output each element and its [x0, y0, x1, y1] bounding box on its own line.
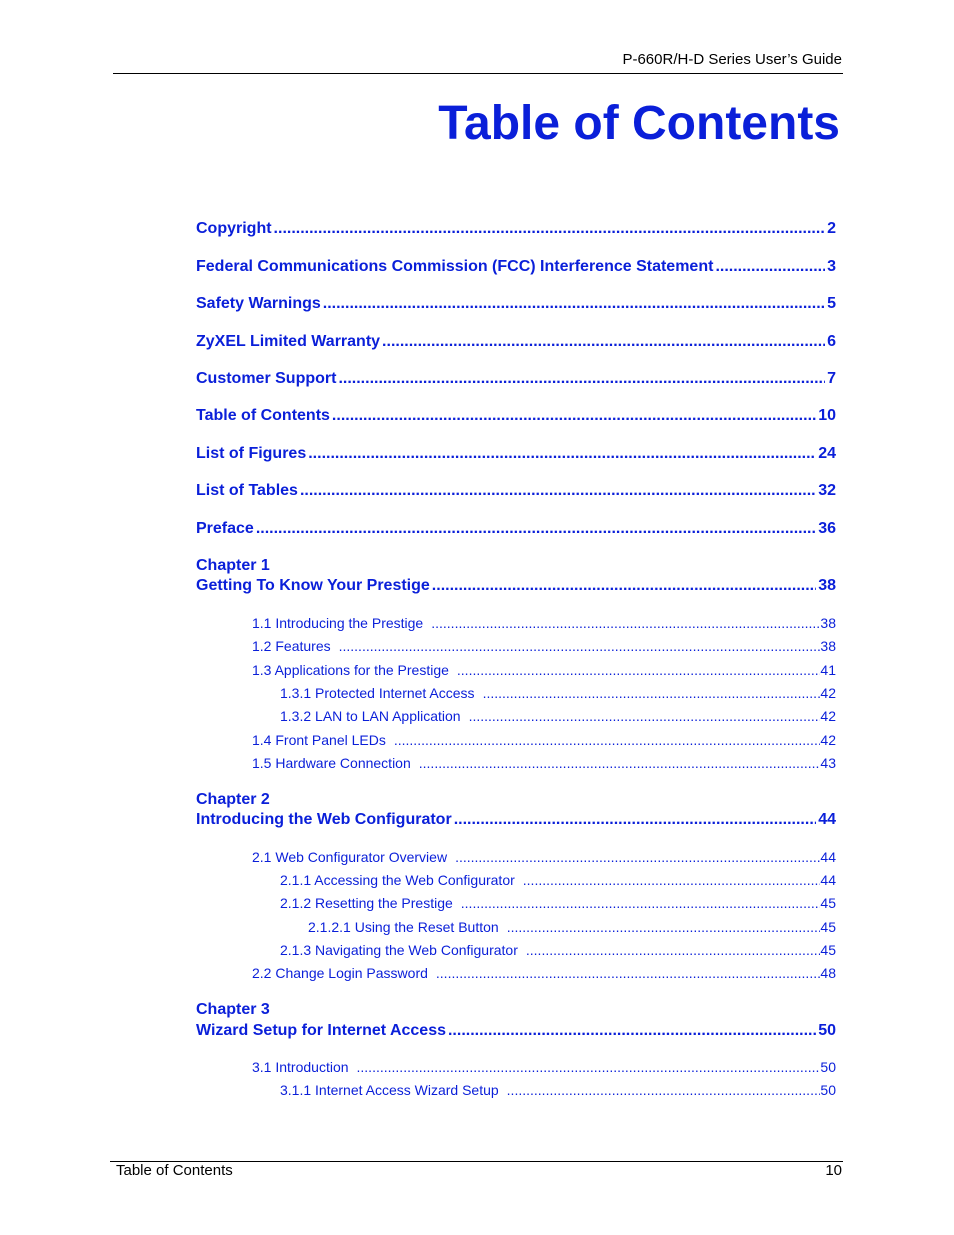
toc-entry-label: Preface — [196, 520, 254, 537]
toc-entry-page: 2 — [827, 220, 836, 237]
toc-leader-dots — [308, 444, 816, 464]
toc-leader-dots — [455, 848, 820, 866]
toc-entry-customer-support[interactable] — [196, 369, 836, 389]
toc-entry-label: List of Figures — [196, 445, 307, 462]
toc-entry-page: 10 — [818, 407, 836, 424]
toc-entry-page: 36 — [818, 520, 836, 537]
toc-leader-dots — [357, 1058, 821, 1076]
toc-entry-page: 50 — [820, 1059, 836, 1075]
toc-leader-dots — [454, 810, 817, 830]
chapter-1-label[interactable]: Chapter 1 — [196, 557, 270, 574]
toc-leader-dots — [432, 576, 816, 596]
toc-entry-page: 44 — [820, 872, 836, 888]
toc-entry-table-of-contents[interactable] — [196, 406, 836, 426]
toc-entry-label: 2.2 Change Login Password — [252, 965, 428, 981]
toc-entry-chapter-2[interactable] — [196, 810, 836, 830]
toc-entry-page: 7 — [827, 370, 836, 387]
toc-entry-label: 1.3 Applications for the Prestige — [252, 662, 449, 678]
toc-entry-label: 2.1.3 Navigating the Web Configurator — [280, 942, 518, 958]
toc-leader-dots — [382, 332, 825, 352]
toc-entry-2-2[interactable] — [252, 964, 836, 982]
toc-entry-label: Copyright — [196, 220, 272, 237]
toc-leader-dots — [274, 219, 826, 239]
toc-entry-label: 3.1.1 Internet Access Wizard Setup — [280, 1082, 499, 1098]
page-title: Table of Contents — [438, 97, 840, 150]
toc-leader-dots — [526, 941, 821, 959]
toc-entry-page: 24 — [818, 445, 836, 462]
toc-leader-dots — [448, 1021, 816, 1041]
toc-entry-page: 5 — [827, 295, 836, 312]
toc-entry-label: List of Tables — [196, 482, 298, 499]
toc-entry-label: 2.1.2.1 Using the Reset Button — [308, 919, 499, 935]
toc-entry-page: 3 — [827, 258, 836, 275]
footer-section-name: Table of Contents — [116, 1162, 233, 1179]
toc-entry-2-1-2-1[interactable] — [308, 918, 836, 936]
toc-entry-label: 2.1.1 Accessing the Web Configurator — [280, 872, 515, 888]
toc-leader-dots — [507, 918, 821, 936]
toc-entry-label: Wizard Setup for Internet Access — [196, 1022, 446, 1039]
toc-entry-2-1-2[interactable] — [280, 894, 836, 912]
toc-leader-dots — [507, 1081, 821, 1099]
toc-leader-dots — [431, 614, 820, 632]
footer-page-number: 10 — [825, 1162, 842, 1179]
toc-entry-label: Safety Warnings — [196, 295, 321, 312]
chapter-2-label[interactable]: Chapter 2 — [196, 791, 270, 808]
toc-entry-label: 1.2 Features — [252, 638, 331, 654]
toc-entry-label: 2.1.2 Resetting the Prestige — [280, 895, 453, 911]
toc-leader-dots — [394, 731, 821, 749]
toc-leader-dots — [419, 754, 821, 772]
toc-entry-page: 45 — [820, 919, 836, 935]
toc-entry-page: 42 — [820, 685, 836, 701]
toc-entry-label: 1.5 Hardware Connection — [252, 755, 411, 771]
toc-entry-page: 42 — [820, 708, 836, 724]
toc-entry-1-3-1[interactable] — [280, 684, 836, 702]
header-guide-title: P-660R/H-D Series User’s Guide — [622, 51, 842, 68]
toc-leader-dots — [469, 707, 821, 725]
toc-entry-page: 45 — [820, 942, 836, 958]
toc-leader-dots — [256, 519, 816, 539]
toc-entry-page: 38 — [820, 638, 836, 654]
toc-entry-label: Table of Contents — [196, 407, 330, 424]
toc-entry-page: 45 — [820, 895, 836, 911]
toc-entry-page: 48 — [820, 965, 836, 981]
toc-entry-copyright[interactable] — [196, 219, 836, 239]
toc-entry-label: 1.3.1 Protected Internet Access — [280, 685, 475, 701]
toc-entry-label: 1.3.2 LAN to LAN Application — [280, 708, 461, 724]
toc-entry-label: ZyXEL Limited Warranty — [196, 333, 381, 350]
toc-entry-label: 1.1 Introducing the Prestige — [252, 615, 424, 631]
toc-entry-2-1-3[interactable] — [280, 941, 836, 959]
toc-entry-1-2[interactable] — [252, 637, 836, 655]
toc-entry-chapter-1[interactable] — [196, 576, 836, 596]
toc-leader-dots — [483, 684, 821, 702]
toc-leader-dots — [461, 894, 821, 912]
toc-leader-dots — [338, 369, 825, 389]
toc-entry-label: Getting To Know Your Prestige — [196, 577, 430, 594]
toc-entry-3-1-1[interactable] — [280, 1081, 836, 1099]
toc-entry-page: 50 — [818, 1022, 836, 1039]
toc-entry-page: 42 — [820, 732, 836, 748]
toc-entry-page: 44 — [818, 811, 836, 828]
toc-leader-dots — [339, 637, 821, 655]
toc-entry-page: 50 — [820, 1082, 836, 1098]
toc-entry-page: 44 — [820, 849, 836, 865]
toc-entry-page: 41 — [820, 662, 836, 678]
toc-entry-chapter-3[interactable] — [196, 1021, 836, 1041]
toc-entry-3-1[interactable] — [252, 1058, 836, 1076]
toc-entry-page: 38 — [820, 615, 836, 631]
toc-leader-dots — [323, 294, 825, 314]
toc-entry-label: Introducing the Web Configurator — [196, 811, 452, 828]
toc-entry-label: 1.4 Front Panel LEDs — [252, 732, 386, 748]
toc-entry-1-3[interactable] — [252, 661, 836, 679]
toc-entry-page: 32 — [818, 482, 836, 499]
toc-entry-1-3-2[interactable] — [280, 707, 836, 725]
toc-entry-list-of-tables[interactable] — [196, 481, 836, 501]
toc-leader-dots — [300, 481, 816, 501]
toc-leader-dots — [523, 871, 821, 889]
toc-entry-2-1[interactable] — [252, 848, 836, 866]
toc-entry-fcc[interactable] — [196, 257, 836, 277]
toc-entry-1-4[interactable] — [252, 731, 836, 749]
toc-entry-page: 6 — [827, 333, 836, 350]
toc-entry-label: 3.1 Introduction — [252, 1059, 349, 1075]
toc-entry-2-1-1[interactable] — [280, 871, 836, 889]
toc-entry-page: 43 — [820, 755, 836, 771]
toc-leader-dots — [715, 257, 825, 277]
toc-entry-warranty[interactable] — [196, 332, 836, 352]
toc-entry-safety-warnings[interactable] — [196, 294, 836, 314]
toc-entry-1-5[interactable] — [252, 754, 836, 772]
toc-entry-1-1[interactable] — [252, 614, 836, 632]
toc-entry-label: Federal Communications Commission (FCC) Interference Statement — [196, 258, 714, 275]
toc-entry-preface[interactable] — [196, 519, 836, 539]
chapter-3-label[interactable]: Chapter 3 — [196, 1001, 270, 1018]
toc-entry-list-of-figures[interactable] — [196, 444, 836, 464]
toc-leader-dots — [457, 661, 821, 679]
toc-entry-label: 2.1 Web Configurator Overview — [252, 849, 448, 865]
toc-entry-page: 38 — [818, 577, 836, 594]
toc-entry-label: Customer Support — [196, 370, 337, 387]
toc-leader-dots — [332, 406, 816, 426]
toc-leader-dots — [436, 964, 821, 982]
